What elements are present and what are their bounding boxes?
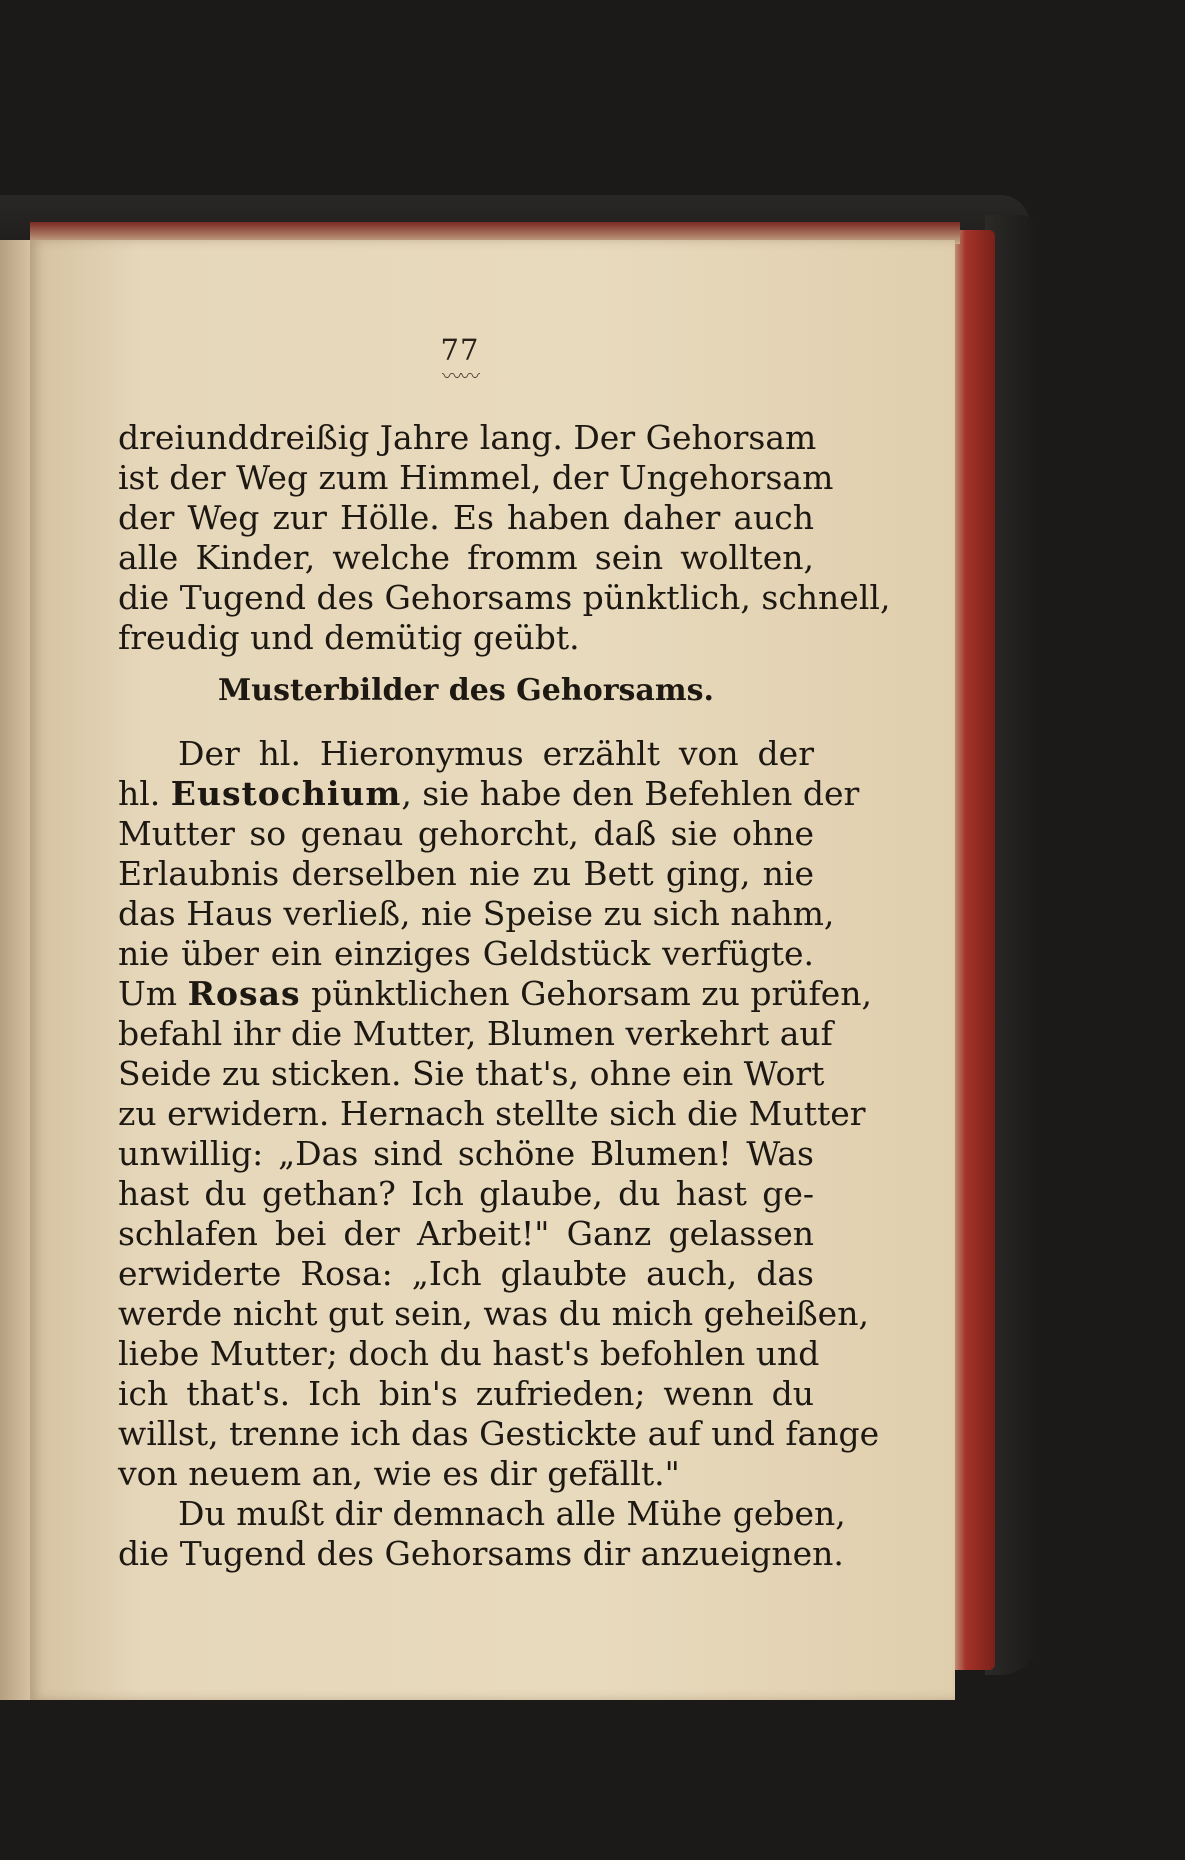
page-header bbox=[0, 333, 920, 388]
text-line: dreiunddreißig Jahre lang. Der Gehorsam bbox=[118, 418, 817, 457]
text-line: ist der Weg zum Himmel, der Ungehorsam bbox=[118, 458, 834, 497]
text-line: willst, trenne ich das Gestickte auf und fange bbox=[118, 1414, 880, 1453]
text-line: werde nicht gut sein, was du mich geheißen, bbox=[118, 1294, 869, 1333]
text-line: Mutter so genau gehorcht, daß sie ohne bbox=[118, 814, 814, 853]
text-line bbox=[118, 974, 873, 1014]
text-line: von neuem an, wie es dir gefällt." bbox=[118, 1454, 680, 1493]
text-line: unwillig: „Das sind schöne Blumen! Was bbox=[118, 1134, 814, 1173]
text-line: erwiderte Rosa: „Ich glaubte auch, das bbox=[118, 1254, 814, 1293]
text-line: alle Kinder, welche fromm sein wollten, bbox=[118, 538, 814, 577]
text-line: hast du gethan? Ich glaube, du hast ge- bbox=[118, 1174, 814, 1213]
page-text bbox=[118, 418, 891, 1574]
text-line: der Weg zur Hölle. Es haben daher auch bbox=[118, 498, 814, 537]
text-line: befahl ihr die Mutter, Blumen verkehrt auf bbox=[118, 1014, 833, 1053]
text-line: die Tugend des Gehorsams pünktlich, schnell, bbox=[118, 578, 891, 617]
page-number: 77 bbox=[440, 333, 480, 367]
left-page-sliver bbox=[0, 240, 32, 1700]
text-line: nie über ein einziges Geldstück verfügte. bbox=[118, 934, 814, 973]
text-line: zu erwidern. Hernach stellte sich die Mutter bbox=[118, 1094, 866, 1133]
text-fragment: Um bbox=[118, 974, 188, 1013]
wave-ornament-icon: 〰〰 bbox=[442, 364, 478, 388]
text-line: Seide zu sticken. Sie that's, ohne ein Wort bbox=[118, 1054, 825, 1093]
text-line: Erlaubnis derselben nie zu Bett ging, nie bbox=[118, 854, 814, 893]
text-line bbox=[118, 774, 860, 814]
saint-name: Rosas bbox=[187, 974, 301, 1013]
text-line: ich that's. Ich bin's zufrieden; wenn du bbox=[118, 1374, 814, 1413]
text-line: das Haus verließ, nie Speise zu sich nahm, bbox=[118, 894, 835, 933]
section-heading: Musterbilder des Gehorsams. bbox=[218, 673, 714, 708]
text-fragment: , sie habe den Befehlen der bbox=[401, 774, 860, 813]
text-line: schlafen bei der Arbeit!" Ganz gelassen bbox=[118, 1214, 814, 1253]
text-line: Du mußt dir demnach alle Mühe geben, bbox=[178, 1494, 846, 1533]
text-fragment: pünktlichen Gehorsam zu prüfen, bbox=[300, 974, 873, 1013]
text-fragment: hl. bbox=[118, 774, 171, 813]
saint-name: Eustochium bbox=[170, 774, 402, 813]
text-line: Der hl. Hieronymus erzählt von der bbox=[178, 734, 814, 773]
text-line: die Tugend des Gehorsams dir anzueignen. bbox=[118, 1534, 844, 1573]
red-page-edge bbox=[950, 230, 995, 1670]
text-line: liebe Mutter; doch du hast's befohlen und bbox=[118, 1334, 820, 1373]
text-line: freudig und demütig geübt. bbox=[118, 618, 580, 657]
